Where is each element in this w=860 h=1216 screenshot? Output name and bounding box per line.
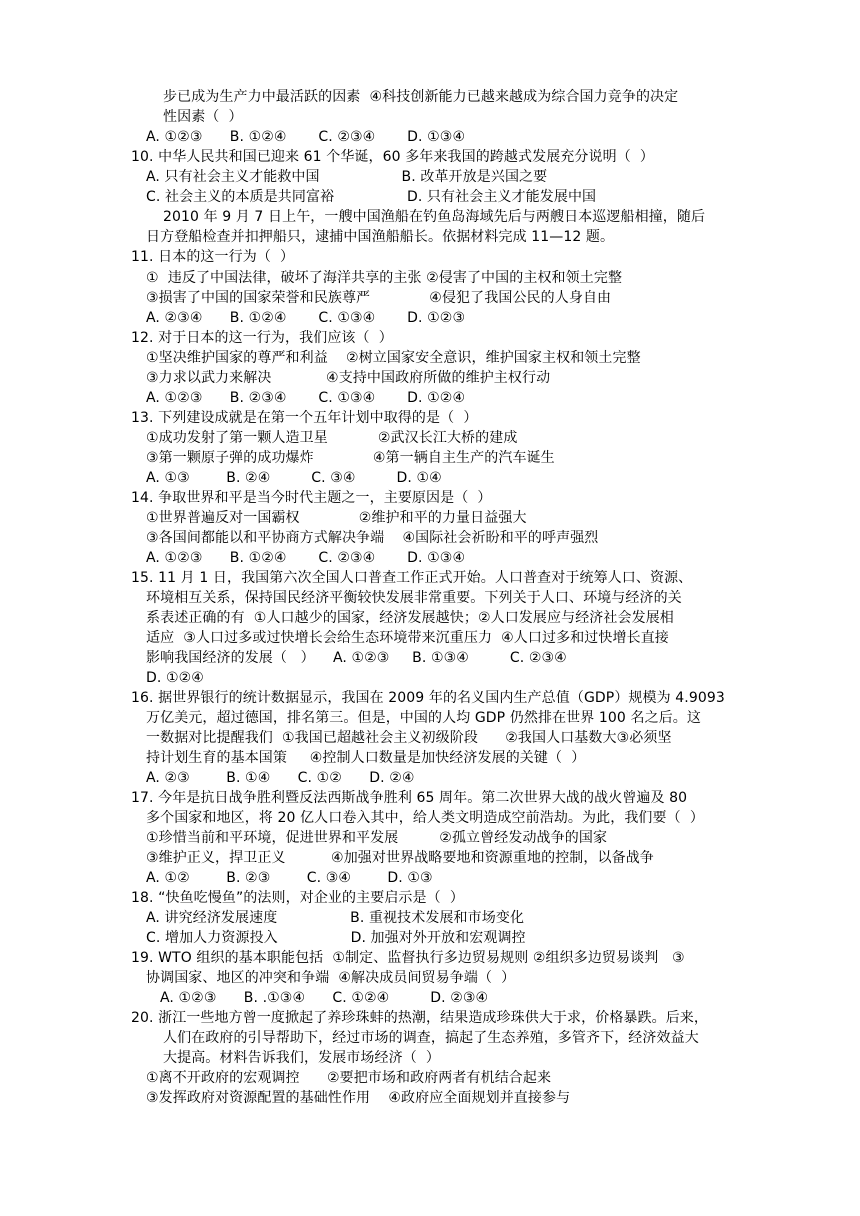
text-line: A. ②③ B. ①④ C. ①② D. ②④ — [146, 770, 415, 786]
text-line: A. ①②③ B. ①②④ C. ②③④ D. ①③④ — [146, 129, 466, 145]
text-line: A. ①②③ B. .①③④ C. ①②④ D. ②③④ — [160, 990, 489, 1006]
text-line: A. ②③④ B. ①②④ C. ①③④ D. ①②③ — [146, 310, 466, 326]
text-line: 13. 下列建设成就是在第一个五年计划中取得的是（ ） — [131, 410, 478, 426]
text-line: 11. 日本的这一行为（ ） — [131, 249, 295, 265]
text-line: 万亿美元，超过德国，排名第三。但是，中国的人均 GDP 仍然排在世界 100 名之后。这 — [146, 710, 701, 726]
text-line: ③力求以武力来解决 ④支持中国政府所做的维护主权行动 — [146, 370, 551, 386]
text-line: A. ①③ B. ②④ C. ③④ D. ①④ — [146, 470, 442, 486]
text-line: 适应 ③人口过多或过快增长会给生态环境带来沉重压力 ④人口过多和过快增长直接 — [146, 630, 669, 646]
text-line: ① 违反了中国法律，破坏了海洋共享的主张 ②侵害了中国的主权和领土完整 — [146, 270, 623, 286]
text-line: A. 只有社会主义才能救中国 B. 改革开放是兴国之要 — [146, 169, 548, 185]
text-line: ③损害了中国的国家荣誉和民族尊严 ④侵犯了我国公民的人身自由 — [146, 290, 612, 306]
text-line: 20. 浙江一些地方曾一度掀起了养珍珠蚌的热潮，结果造成珍珠供大于求，价格暴跌。后来， — [131, 1010, 709, 1026]
text-line: ③发挥政府对资源配置的基础性作用 ④政府应全面规划并直接参与 — [146, 1090, 571, 1106]
text-line: 步已成为生产力中最活跃的因素 ④科技创新能力已越来越成为综合国力竞争的决定 — [163, 89, 679, 105]
text-line: 2010 年 9 月 7 日上午，一艘中国渔船在钓鱼岛海域先后与两艘日本巡逻船相撞，随后 — [163, 209, 706, 225]
text-line: 持计划生育的基本国策 ④控制人口数量是加快经济发展的关键（ ） — [146, 750, 586, 766]
text-line: C. 增加人力资源投入 D. 加强对外开放和宏观调控 — [146, 930, 526, 946]
text-line: 19. WTO 组织的基本职能包括 ①制定、监督执行多边贸易规则 ②组织多边贸易谈判 ③ — [131, 950, 685, 966]
text-line: 影响我国经济的发展（ ） A. ①②③ B. ①③④ C. ②③④ — [146, 650, 567, 666]
text-line: A. ①②③ B. ①②④ C. ②③④ D. ①③④ — [146, 550, 466, 566]
text-line: 18. “快鱼吃慢鱼”的法则，对企业的主要启示是（ ） — [131, 890, 464, 906]
text-line: 14. 争取世界和平是当今时代主题之一，主要原因是（ ） — [131, 490, 492, 506]
text-line: ③维护正义，捍卫正义 ④加强对世界战略要地和资源重地的控制，以备战争 — [146, 850, 654, 866]
text-line: ①离不开政府的宏观调控 ②要把市场和政府两者有机结合起来 — [146, 1070, 552, 1086]
text-line: ①成功发射了第一颗人造卫星 ②武汉长江大桥的建成 — [146, 430, 518, 446]
text-line: 16. 据世界银行的统计数据显示，我国在 2009 年的名义国内生产总值（GDP）规模为 4.9093 — [131, 690, 725, 706]
text-line: 一数据对比提醒我们 ①我国已超越社会主义初级阶段 ②我国人口基数大③必须坚 — [146, 730, 672, 746]
text-line: ③各国间都能以和平协商方式解决争端 ④国际社会祈盼和平的呼声强烈 — [146, 530, 599, 546]
text-line: 人们在政府的引导帮助下，经过市场的调查，搞起了生态养殖，多管齐下，经济效益大 — [163, 1030, 699, 1046]
text-line: ③第一颗原子弹的成功爆炸 ④第一辆自主生产的汽车诞生 — [146, 450, 555, 466]
text-line: C. 社会主义的本质是共同富裕 D. 只有社会主义才能发展中国 — [146, 189, 597, 205]
text-line: D. ①②④ — [146, 670, 204, 686]
text-line: 日方登船检查并扣押船只，逮捕中国渔船船长。依据材料完成 11—12 题。 — [146, 229, 615, 245]
text-line: 12. 对于日本的这一行为，我们应该（ ） — [131, 330, 393, 346]
text-line: ①世界普遍反对一国霸权 ②维护和平的力量日益强大 — [146, 510, 527, 526]
text-line: 17. 今年是抗日战争胜利暨反法西斯战争胜利 65 周年。第二次世界大战的战火曾遍及 80 — [131, 790, 688, 806]
text-line: A. 讲究经济发展速度 B. 重视技术发展和市场变化 — [146, 910, 525, 926]
text-line: 多个国家和地区，将 20 亿人口卷入其中，给人类文明造成空前浩劫。为此，我们要（ ） — [146, 810, 704, 826]
text-line: ①珍惜当前和平环境，促进世界和平发展 ②孤立曾经发动战争的国家 — [146, 830, 608, 846]
text-line: 15. 11 月 1 日，我国第六次全国人口普查工作正式开始。人口普查对于统筹人口、资源、 — [131, 570, 693, 586]
text-line: 大提高。材料告诉我们，发展市场经济（ ） — [163, 1050, 440, 1066]
text-line: 协调国家、地区的冲突和争端 ④解决成员间贸易争端（ ） — [146, 970, 516, 986]
text-line: A. ①② B. ②③ C. ③④ D. ①③ — [146, 870, 433, 886]
text-line: 10. 中华人民共和国已迎来 61 个华诞，60 多年来我国的跨越式发展充分说明（ ） — [131, 149, 654, 165]
text-line: 性因素（ ） — [163, 109, 243, 125]
text-line: A. ①②③ B. ②③④ C. ①③④ D. ①②④ — [146, 390, 466, 406]
text-line: 系表述正确的有 ①人口越少的国家，经济发展越快；②人口发展应与经济社会发展相 — [146, 610, 674, 626]
text-line: ①坚决维护国家的尊严和利益 ②树立国家安全意识，维护国家主权和领土完整 — [146, 350, 641, 366]
text-line: 环境相互关系，保持国民经济平衡较快发展非常重要。下列关于人口、环境与经济的关 — [146, 590, 682, 606]
